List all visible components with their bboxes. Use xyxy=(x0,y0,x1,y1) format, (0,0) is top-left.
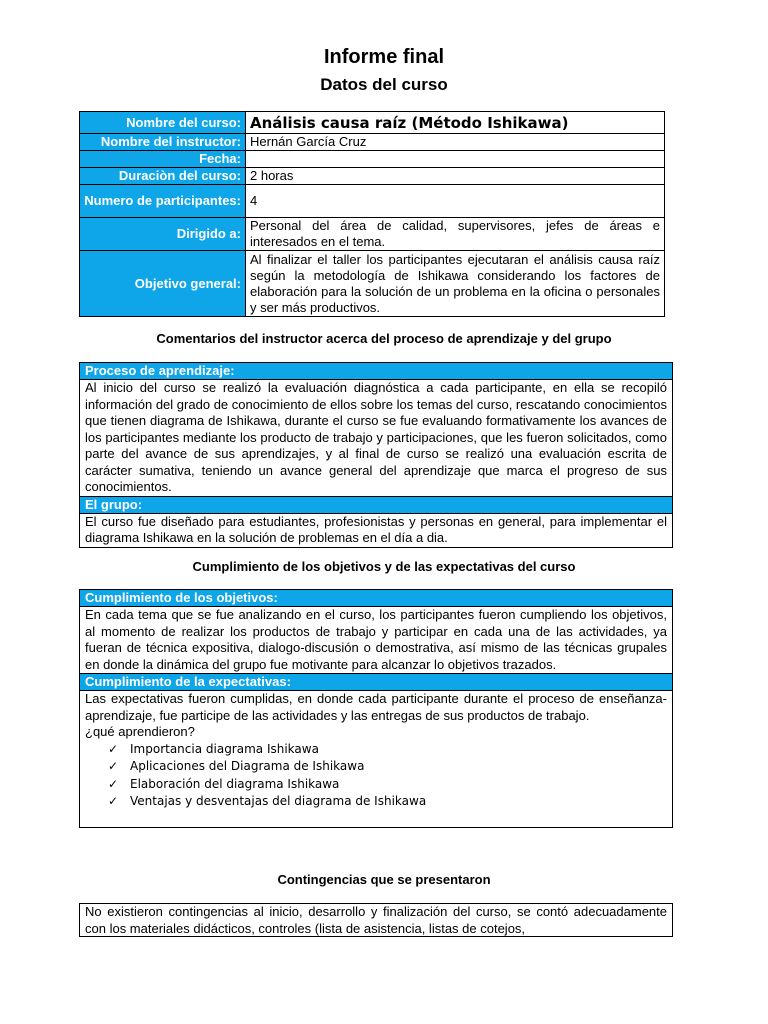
document-subtitle: Datos del curso xyxy=(320,75,448,94)
instructor-label: Nombre del instructor: xyxy=(80,134,246,151)
duration-value: 2 horas xyxy=(246,168,665,185)
course-data-table xyxy=(79,111,665,317)
table-row xyxy=(80,151,665,168)
objectives-header: Cumplimiento de los objetivos: xyxy=(80,590,672,606)
list-item xyxy=(108,776,672,794)
learning-process-header: Proceso de aprendizaje: xyxy=(80,363,672,379)
check-icon: ✓ xyxy=(108,759,119,773)
expectations-header: Cumplimiento de la expectativas: xyxy=(80,673,672,690)
group-header: El grupo: xyxy=(80,496,672,513)
check-icon: ✓ xyxy=(108,776,119,791)
date-value xyxy=(246,151,665,168)
list-item xyxy=(108,758,672,776)
learning-process-text: Al inicio del curso se realizó la evaluación diagnóstica a cada participante, en ella se recopiló información del grado de conocimiento de ellos sobre los temas del curso, rescatando conocimientos que tienen diagrama de Ishikawa, durante el curso se fue evaluando formativamente los avances de los participantes mediante los producto de trabajo y participaciones, que les fueron solicitados, como parte del avance de sus aprendizajes, y al final de curso se realizó una evaluación escrita de carácter sumativa, teniendo un avance general del aprendizaje que marca el progreso de sus conocimientos. xyxy=(80,379,672,496)
duration-label: Duraciòn del curso: xyxy=(80,168,246,185)
course-name-label: Nombre del curso: xyxy=(80,112,246,134)
audience-value: Personal del área de calidad, supervisores, jefes de áreas e interesados en el tema. xyxy=(246,218,665,251)
list-item-label: Aplicaciones del Diagrama de Ishikawa xyxy=(130,759,365,773)
comments-heading: Comentarios del instructor acerca del proceso de aprendizaje y del grupo xyxy=(156,331,612,346)
participants-label: Numero de participantes: xyxy=(80,185,246,218)
check-icon: ✓ xyxy=(108,741,119,756)
check-icon: ✓ xyxy=(108,794,119,808)
table-row xyxy=(80,134,665,151)
contingencies-heading: Contingencias que se presentaron xyxy=(277,872,491,887)
comments-box xyxy=(79,362,673,548)
learned-question: ¿qué aprendieron? xyxy=(85,724,195,739)
learned-list xyxy=(80,741,672,811)
contingencies-text: No existieron contingencias al inicio, desarrollo y finalización del curso, se contó adecuadamente con los materiales didácticos, controles (lista de asistencia, listas de cotejos, xyxy=(85,904,667,936)
table-row xyxy=(80,185,665,218)
table-row xyxy=(80,218,665,251)
document-title: Informe final xyxy=(323,46,444,68)
list-item xyxy=(108,741,672,759)
objectives-heading: Cumplimiento de los objetivos y de las expectativas del curso xyxy=(192,559,576,574)
date-label: Fecha: xyxy=(80,151,246,168)
list-item-label: Ventajas y desventajas del diagrama de Ishikawa xyxy=(130,794,427,808)
list-item-label: Importancia diagrama Ishikawa xyxy=(130,741,319,756)
objective-value: Al finalizar el taller los participantes ejecutaran el análisis causa raíz según la metodología de Ishikawa considerando los factores de elaboración para la solución de un problema en la oficina o personales y ser más productivos. xyxy=(246,251,665,317)
list-item xyxy=(108,793,672,811)
objective-label: Objetivo general: xyxy=(80,251,246,317)
group-text: El curso fue diseñado para estudiantes, profesionistas y personas en general, para implementar el diagrama Ishikawa en la solución de problemas en el día a dia. xyxy=(80,513,672,547)
table-row xyxy=(80,112,665,134)
table-row xyxy=(80,251,665,317)
table-row xyxy=(80,168,665,185)
contingencies-box xyxy=(79,903,673,937)
list-item-label: Elaboración del diagrama Ishikawa xyxy=(130,776,340,791)
course-name-value: Análisis causa raíz (Método Ishikawa) xyxy=(246,112,665,134)
instructor-value: Hernán García Cruz xyxy=(246,134,665,151)
expectations-text: Las expectativas fueron cumplidas, en donde cada participante durante el proceso de enseñanza-aprendizaje, fue participe de las actividades y las entregas de sus productos de trabajo. xyxy=(80,690,672,724)
audience-label: Dirigido a: xyxy=(80,218,246,251)
participants-value: 4 xyxy=(246,185,665,218)
objectives-box xyxy=(79,589,673,828)
objectives-text: En cada tema que se fue analizando en el curso, los participantes fueron cumpliendo los objetivos, al momento de realizar los productos de trabajo y participar en cada una de las actividades, ya fueran de técnica expositiva, dialogo-discusión o demostrativa, así mismo de las técnicas grupales en donde la dinámica del grupo fue motivante para alcanzar lo objetivos trazados. xyxy=(80,606,672,673)
